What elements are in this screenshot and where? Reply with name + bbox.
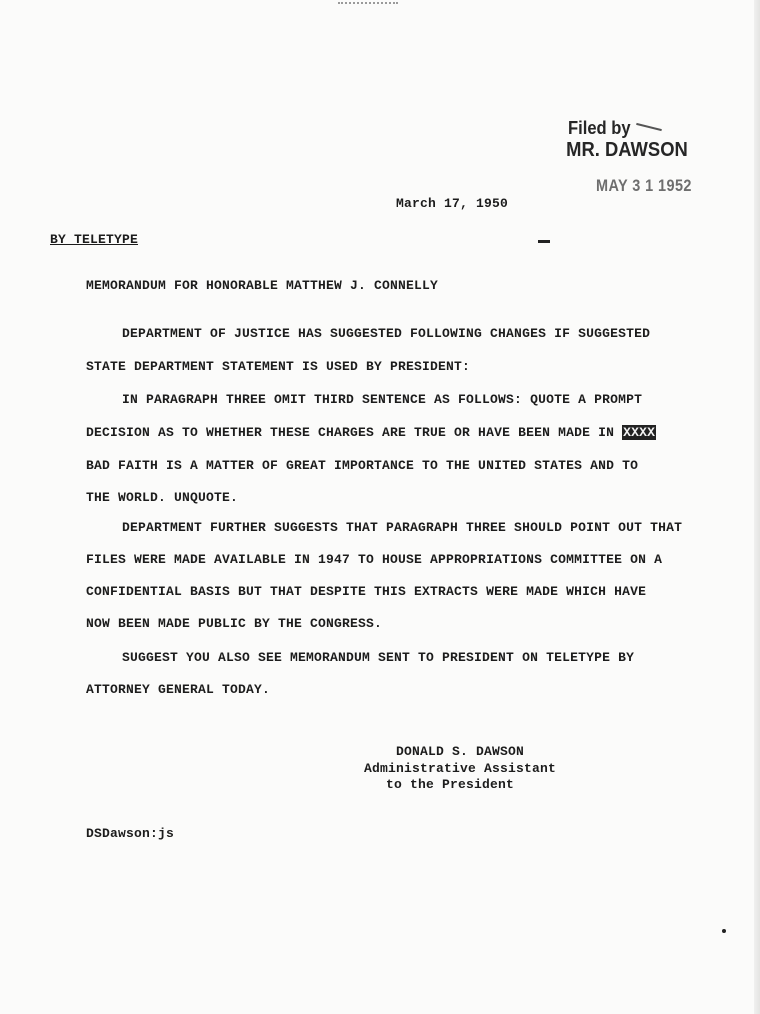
struck-text: XXXX xyxy=(623,425,656,440)
body-line: DEPARTMENT FURTHER SUGGESTS THAT PARAGRAPH THREE SHOULD POINT OUT THAT xyxy=(122,520,683,535)
filed-date-stamp: MAY 3 1 1952 xyxy=(596,176,692,195)
ink-dot xyxy=(722,929,726,933)
memo-addressee: MEMORANDUM FOR HONORABLE MATTHEW J. CONNELLY xyxy=(86,278,439,293)
memo-date: March 17, 1950 xyxy=(396,196,509,211)
body-line xyxy=(86,425,656,440)
signature-title: Administrative Assistant xyxy=(364,761,557,776)
filed-stamp xyxy=(568,118,688,160)
body-line: CONFIDENTIAL BASIS BUT THAT DESPITE THIS EXTRACTS WERE MADE WHICH HAVE xyxy=(86,584,647,599)
body-line: IN PARAGRAPH THREE OMIT THIRD SENTENCE AS FOLLOWS: QUOTE A PROMPT xyxy=(122,392,643,407)
page-edge xyxy=(754,0,760,1014)
paper-mark xyxy=(338,2,398,7)
body-line: DEPARTMENT OF JUSTICE HAS SUGGESTED FOLLOWING CHANGES IF SUGGESTED xyxy=(122,326,651,341)
body-line: STATE DEPARTMENT STATEMENT IS USED BY PRESIDENT: xyxy=(86,359,471,374)
body-line: BAD FAITH IS A MATTER OF GREAT IMPORTANCE TO THE UNITED STATES AND TO xyxy=(86,458,639,473)
body-line: SUGGEST YOU ALSO SEE MEMORANDUM SENT TO PRESIDENT ON TELETYPE BY xyxy=(122,650,635,665)
body-line: ATTORNEY GENERAL TODAY. xyxy=(86,682,271,697)
signature-name: DONALD S. DAWSON xyxy=(396,744,525,759)
filed-by-name: MR. DAWSON xyxy=(566,139,688,161)
dash-mark xyxy=(538,240,550,243)
body-line: FILES WERE MADE AVAILABLE IN 1947 TO HOUSE APPROPRIATIONS COMMITTEE ON A xyxy=(86,552,663,567)
body-line: THE WORLD. UNQUOTE. xyxy=(86,490,239,505)
reference-initials: DSDawson:js xyxy=(86,826,175,841)
body-line: NOW BEEN MADE PUBLIC BY THE CONGRESS. xyxy=(86,616,383,631)
body-line-text: DECISION AS TO WHETHER THESE CHARGES ARE TRUE OR HAVE BEEN MADE IN xyxy=(86,425,615,440)
filed-by-label: Filed by xyxy=(568,118,631,138)
delivery-method: BY TELETYPE xyxy=(50,232,139,247)
signature-title-line2: to the President xyxy=(386,777,515,792)
